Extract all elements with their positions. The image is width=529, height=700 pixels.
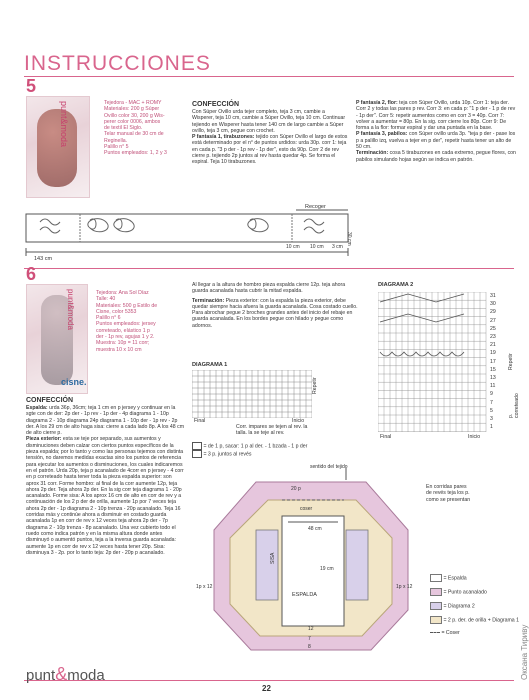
- materials-line: correteado, elástico 1 p: [96, 327, 150, 334]
- exterior-title: Pieza exterior:: [26, 436, 62, 443]
- row-number: 5: [490, 407, 493, 414]
- row-number: 23: [490, 334, 496, 341]
- model-photo-5: [26, 96, 90, 198]
- vest-1px12-left: 1p x 12: [196, 584, 213, 590]
- row-number: 17: [490, 358, 496, 365]
- magazine-tag: punt&moda: [59, 101, 69, 148]
- materials-line: Reginella.: [104, 137, 128, 144]
- materials-line: Talle: 40: [96, 296, 116, 303]
- row-number: 19: [490, 350, 496, 357]
- diagram2-title: DIAGRAMA 2: [378, 282, 414, 288]
- materials-line: der - 1p rev, agujas 1 y 2.: [96, 334, 155, 341]
- cisne-brand: cisne.: [61, 377, 87, 387]
- row-number: 3: [490, 416, 493, 423]
- confection-text-5: Con Súper Ovillo urda tejer completo, teja 3 cm, cambie a Wisperer, teja 10 cm, cambie a Súper Ovillo, teja 10 cm. Continuar tejiendo en Wisperer hasta tener 140 cm de largo cambie a Súper ovillo, teja 3 cm, pegue con crochet.: [192, 109, 346, 134]
- diagram2-repetir: Repetir: [508, 353, 514, 370]
- term-title-5: Terminación:: [356, 150, 389, 157]
- p3-text: con Súper ovillo urda 3p. "teja p der - pase los p a palillo izq, vuelva a tejer en p der", repetir hasta tener un alto de 50 cm.: [356, 131, 516, 151]
- materials-line: Puntos empleados: jersey: [96, 321, 156, 328]
- materials-block-6: [96, 290, 180, 353]
- vest-48: 48 cm: [308, 526, 322, 532]
- espalda-title: Espalda:: [26, 405, 48, 411]
- vest-8: 8: [308, 644, 311, 650]
- model-photo-6: [26, 284, 88, 394]
- materials-line: de textil El Siglo.: [104, 125, 143, 132]
- brand-punt: punt: [26, 667, 56, 684]
- exterior-finish-text: Pieza exterior: con la espalda la pieza exterior, debe quedar siempre hacia afuera la guarda acanalada. Cosa costado cuello. Para abrochar pegue 2 broches grandes antes del inicio del rebaje en guarda acanalada. En los bordes pegue con hilado y pegue como adornos.: [192, 297, 358, 329]
- legend-orilla: [430, 616, 520, 624]
- row-number: 7: [490, 399, 493, 406]
- confection-5-column-b: [356, 100, 516, 163]
- row-number: 25: [490, 325, 496, 332]
- row-number: 21: [490, 342, 496, 349]
- vest-12: 12: [308, 626, 314, 632]
- confection-title-5: CONFECCIÓN: [192, 101, 240, 108]
- materials-line: Tejedora - MAC + ROMY: [104, 100, 162, 106]
- section-number-6: 6: [26, 264, 37, 284]
- vest-1px12-right: 1p x 12: [396, 584, 413, 590]
- page-title: INSTRUCCIONES: [24, 52, 211, 75]
- row-number: 27: [490, 317, 496, 324]
- materials-line: Muestra: 10p = 11 corr;: [96, 340, 150, 347]
- section-number-5: 5: [26, 76, 37, 96]
- legend-text: = Coser: [441, 630, 460, 636]
- materials-line: Materiales: 500 g Estilo de: [96, 302, 158, 309]
- term-text-5: cosa 5 tirabuzones en cada extremo, pegue flores, con pabilos simulando hojas según se indica en patrón.: [356, 150, 516, 163]
- shoulder-text: Al llegar a la altura de hombro pieza espalda cierre 12p. teja ahora guarda acanalada hasta cubrir la mitad espalda.: [192, 282, 346, 295]
- scarf-shape: [37, 109, 77, 187]
- recoger-label: Recoger: [305, 204, 326, 210]
- vest-7: 7: [308, 636, 311, 642]
- magazine-tag-6: punt&moda: [66, 289, 75, 330]
- note-line: de revés teja los p.: [426, 490, 470, 497]
- materials-line: Telar manual de 30 cm de: [104, 131, 164, 138]
- row-number: 30: [490, 301, 496, 308]
- vest-coser: coser: [300, 506, 313, 512]
- materials-line: Cisne, color 5353: [96, 308, 137, 315]
- brand-amp: &: [55, 664, 68, 684]
- legend-item: [192, 450, 312, 458]
- p3-title: P fantasía 3, pabilos:: [356, 131, 408, 138]
- p2-text: teja con Súper Ovillo, urda 10p. Corr 1: teja der. Corr 2 y todas las pares p rev. Corr 3: en cada p: "1 p der - 1 p de rev - 1p der". Corr 5: repetir aumentos como en corr 3 = 40p. Corr 7: volver a aumentar = 80p. En la sig. corr cierre los 80p. Corr 9: De forma a la flor: formar espiral y dar una puntada en la base.: [356, 100, 516, 132]
- legend-text: = Espalda: [443, 575, 467, 582]
- legend-text: = 3 p. juntos al revés: [203, 451, 252, 458]
- p2-title: P fantasía 2, flor:: [356, 100, 398, 106]
- vest-20p: 20 p: [291, 486, 301, 492]
- legend-coser: [430, 630, 520, 636]
- legend-text: = Punto acanalado: [443, 589, 487, 596]
- section-divider: [24, 268, 514, 269]
- row-number: 9: [490, 391, 493, 398]
- diagram1-repeat: Repetir: [312, 377, 318, 394]
- row-number: 15: [490, 366, 496, 373]
- diagram2-inicio: Inicio: [468, 434, 481, 440]
- row-number: 11: [490, 383, 496, 390]
- vest-espalda: ESPALDA: [292, 592, 317, 598]
- vest-sentido: sentido del tejido: [310, 464, 348, 470]
- confection-5-column: [192, 100, 348, 166]
- row-number: 13: [490, 375, 496, 382]
- diagram1-final: Final: [194, 418, 206, 424]
- exterior-text: esta se teje por separado, sus aumentos y disminuciones deben calzar con ciertos puntos específicos de la pieza espalda; por lo tanto y como las personas tejemos con distinta tensión, no daremos medidas exactas sino los puntos de referencia para ejecutar los aumentos o disminuciones, los cuales indicaremos en el patrón. Urda 20p, teja p acanalado de 4corr en p jersey - 4 corr en p correteado hasta tener toda la pieza espalda superior: son aprox 31 corr. Forme hombro: al final de la corr aumente 12p, teja ahora 2p der. Teja ahora 2p der. En la sig corr teja diagrama 1 - 20p acanalado. Forme sisa: A los aprox 16 cm de alto en corr de rev y a continuación de los 2 p der de orilla, aumente 1p por 7 veces teja ahora 2p der - 1p diagrama 2 - 10p trenza - 20p acanalado. Teja 16 corridas más y continúe ahora a disminuir en costado guarda acanalada 1p en corr de rev x 12 veces teja ahora 2p der - 7p diagrama 2 - 10p trenza - 8p acanalado. Una vez cubierto todo el ruedo como indica patrón y en la misma altura donde antes disminuyó o aumentó puntos, teja a la inversa guarda acanalada: aumente 1p en corr de rev x 12 veces hasta tener 20p. Sisa: disminuya 3 - 2p. por lo tanto teja: 2p der - 20p p acanalado.: [26, 436, 184, 556]
- materials-line: muestra 10 x 10 cm: [96, 346, 142, 353]
- scarf-w3: 3 cm: [332, 244, 343, 250]
- term-title-6: Terminación:: [192, 297, 225, 304]
- scarf-w1: 10 cm: [286, 244, 300, 250]
- diagram1-grid: [192, 370, 312, 418]
- row-number: 29: [490, 309, 496, 316]
- diagram1-note: Corr. impares se tejen al rev. la talla. la se teje al rev.: [236, 424, 308, 437]
- espalda-text: urda 36p, 36cm; teja 1 cm en p jersey y continuar en la sgte con de der: 2p der - 1p rev - 1p der - 4p diagrama 1 - 10p diagrama 2 - 10p diagrama 24p diagrama 1 - 10p der - 1p rev - 2p der. A los 29 cm de alto haga sisa: cierre a cada lado 8p. A los 48 cm de alto cierre p.: [26, 405, 185, 437]
- materials-line: Puntos empleados: 1, 2 y 3: [104, 150, 167, 157]
- diagram1-legend: [192, 442, 312, 458]
- row-number: 31: [490, 293, 496, 299]
- legend-acanalado: [430, 588, 520, 596]
- vest-19: 19 cm: [320, 566, 334, 572]
- legend-text: = de 1 p, sacar: 1 p al der. - 1 bzada - 1 p der: [203, 443, 308, 450]
- confection-6-column: [26, 396, 186, 556]
- diagram1-title: DIAGRAMA 1: [192, 362, 228, 368]
- scarf-w2: 10 cm: [310, 244, 324, 250]
- materials-line: Ovillo color 30, 200 g Wis-: [104, 112, 165, 119]
- scarf-length: 143 cm: [34, 256, 53, 262]
- color-legend: [430, 574, 520, 636]
- diagram2-final: Final: [380, 434, 392, 440]
- diagram1-inicio: Inicio: [292, 418, 305, 424]
- confection-title-6: CONFECCIÓN: [26, 397, 74, 404]
- watermark: Оксана Тириву: [520, 624, 529, 680]
- materials-line: Palillo n° 5: [104, 144, 129, 151]
- page-number: 22: [262, 684, 271, 693]
- title-divider: [24, 76, 514, 77]
- brand-moda: moda: [67, 667, 105, 684]
- diagram2-grid: [378, 292, 488, 432]
- legend-text: = Diagrama 2: [443, 603, 475, 610]
- scarf-diagram: [20, 202, 356, 264]
- materials-line: perer color 0006, ambos: [104, 118, 161, 125]
- legend-diagrama2: [430, 602, 520, 610]
- materials-block-5: [104, 100, 188, 157]
- p1-text: tejido con Súper Ovillo el largo de estos está determinado por el n° de puntos urdidos: urda 30p. corr 1: teja en cada p. "3 p der - 1p rev - 1p der", esto da 90p. Corr 2 de rev cierre p. tejiendo 2p juntos al rev hasta quedar 4p. Se forma el espiral. Teja 10 tirabuzones.: [192, 134, 348, 166]
- vest-schematic: [196, 460, 426, 656]
- footer-brand: [26, 664, 105, 685]
- diagram2-rows: [490, 292, 504, 431]
- row-number: 1: [490, 424, 493, 431]
- legend-text: = 2 p. der. de orilla + Diagrama 1: [443, 617, 520, 624]
- vest-sisa: SISA: [270, 552, 276, 564]
- note-line: como se presentan: [426, 496, 471, 503]
- section6-top-text: [192, 282, 362, 329]
- materials-line: Tejedora: Ana Sol Díaz: [96, 290, 149, 296]
- scarf-side: 30 cm: [346, 232, 352, 246]
- materials-line: Materiales: 200 g Súper: [104, 106, 160, 113]
- diagram2-note: [426, 484, 506, 503]
- p1-title: P fantasía 1, tirabuzones:: [192, 134, 255, 141]
- legend-espalda: [430, 574, 520, 582]
- materials-line: Palillo n° 6: [96, 315, 121, 322]
- diagram2-correteado: p. correteado: [508, 393, 521, 418]
- note-line: En corridas pares: [426, 484, 467, 490]
- legend-item: [192, 442, 312, 450]
